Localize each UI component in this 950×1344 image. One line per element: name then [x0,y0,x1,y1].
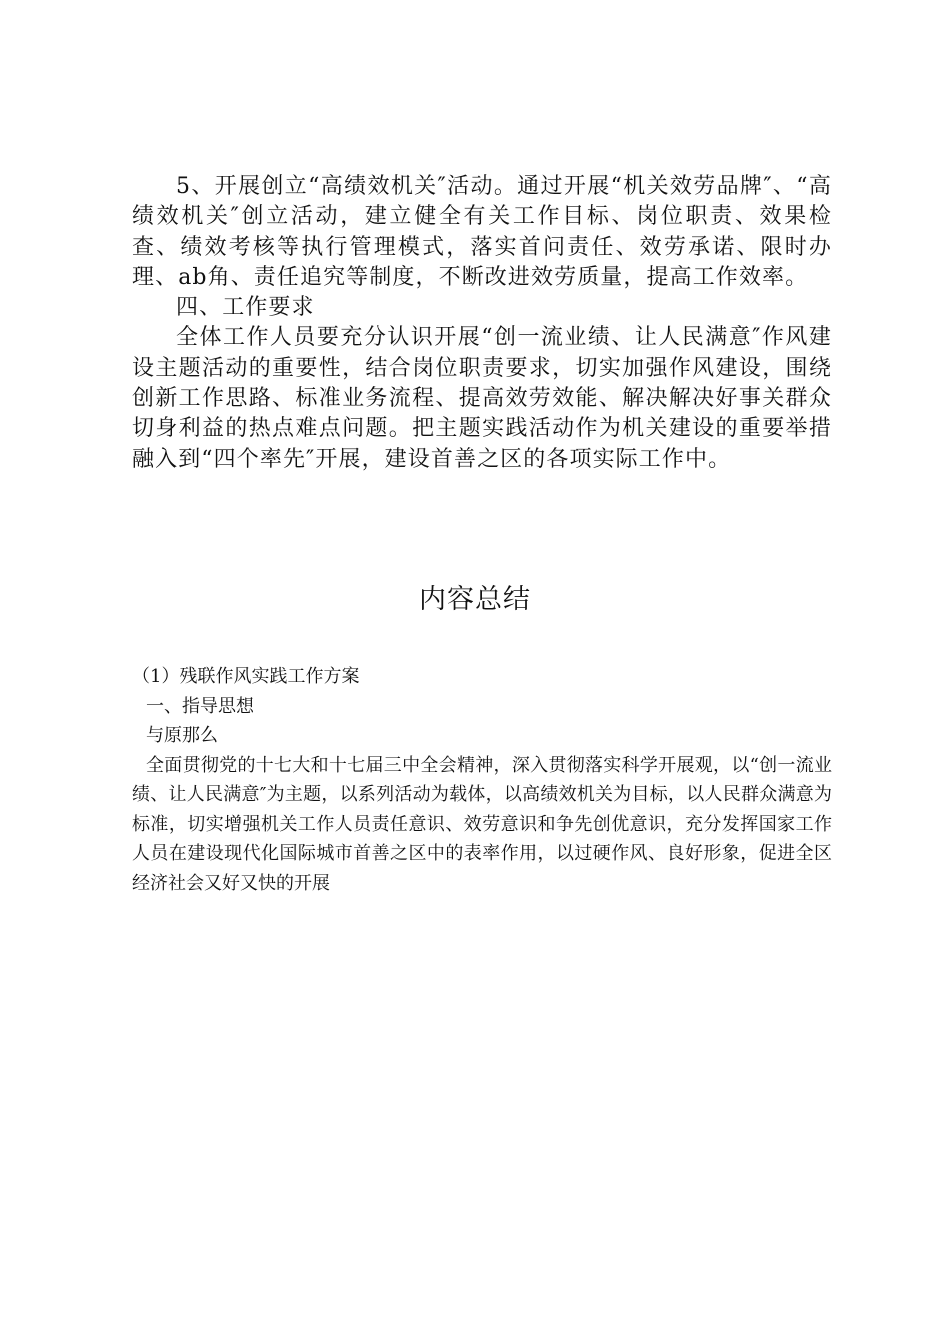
summary-body: 全面贯彻党的十七大和十七届三中全会精神，深入贯彻落实科学开展观，以“创一流业绩、让人民满意″为主题，以系列活动为载体，以高绩效机关为目标，以人民群众满意为标准，切实增强机关工作人员责任意识、效劳意识和争先创优意识，充分发挥国家工作人员在建设现代化国际城市首善之区中的表率作用，以过硬作风、良好形象，促进全区经济社会又好又快的开展 [132,754,832,894]
paragraph-work-requirements: 全体工作人员要充分认识开展“创一流业绩、让人民满意″作风建设主题活动的重要性，结合岗位职责要求，切实加强作风建设，围绕创新工作思路、标准业务流程、提高效劳效能、解决解决好事关群众切身利益的热点难点问题。把主题实践活动作为机关建设的重要举措融入到“四个率先″开展，建设首善之区的各项实际工作中。 [132,325,832,472]
summary-title: 内容总结 [419,584,531,615]
summary-section [132,662,832,898]
paragraph-activity-5: 5、开展创立“高绩效机关″活动。通过开展“机关效劳品牌″、“高绩效机关″创立活动，建立健全有关工作目标、岗位职责、效果检查、绩效考核等执行管理模式，落实首问责任、效劳承诺、限时办理、ab角、责任追究等制度，不断改进效劳质量，提高工作效率。 [132,174,832,290]
document-body [132,172,832,475]
summary-item-heading: （1）残联作风实践工作方案 [132,666,360,687]
summary-sub-heading: 与原那么 [146,725,218,746]
summary-section-heading: 一、指导思想 [146,695,254,717]
section-heading-work-requirements: 四、工作要求 [176,295,315,321]
